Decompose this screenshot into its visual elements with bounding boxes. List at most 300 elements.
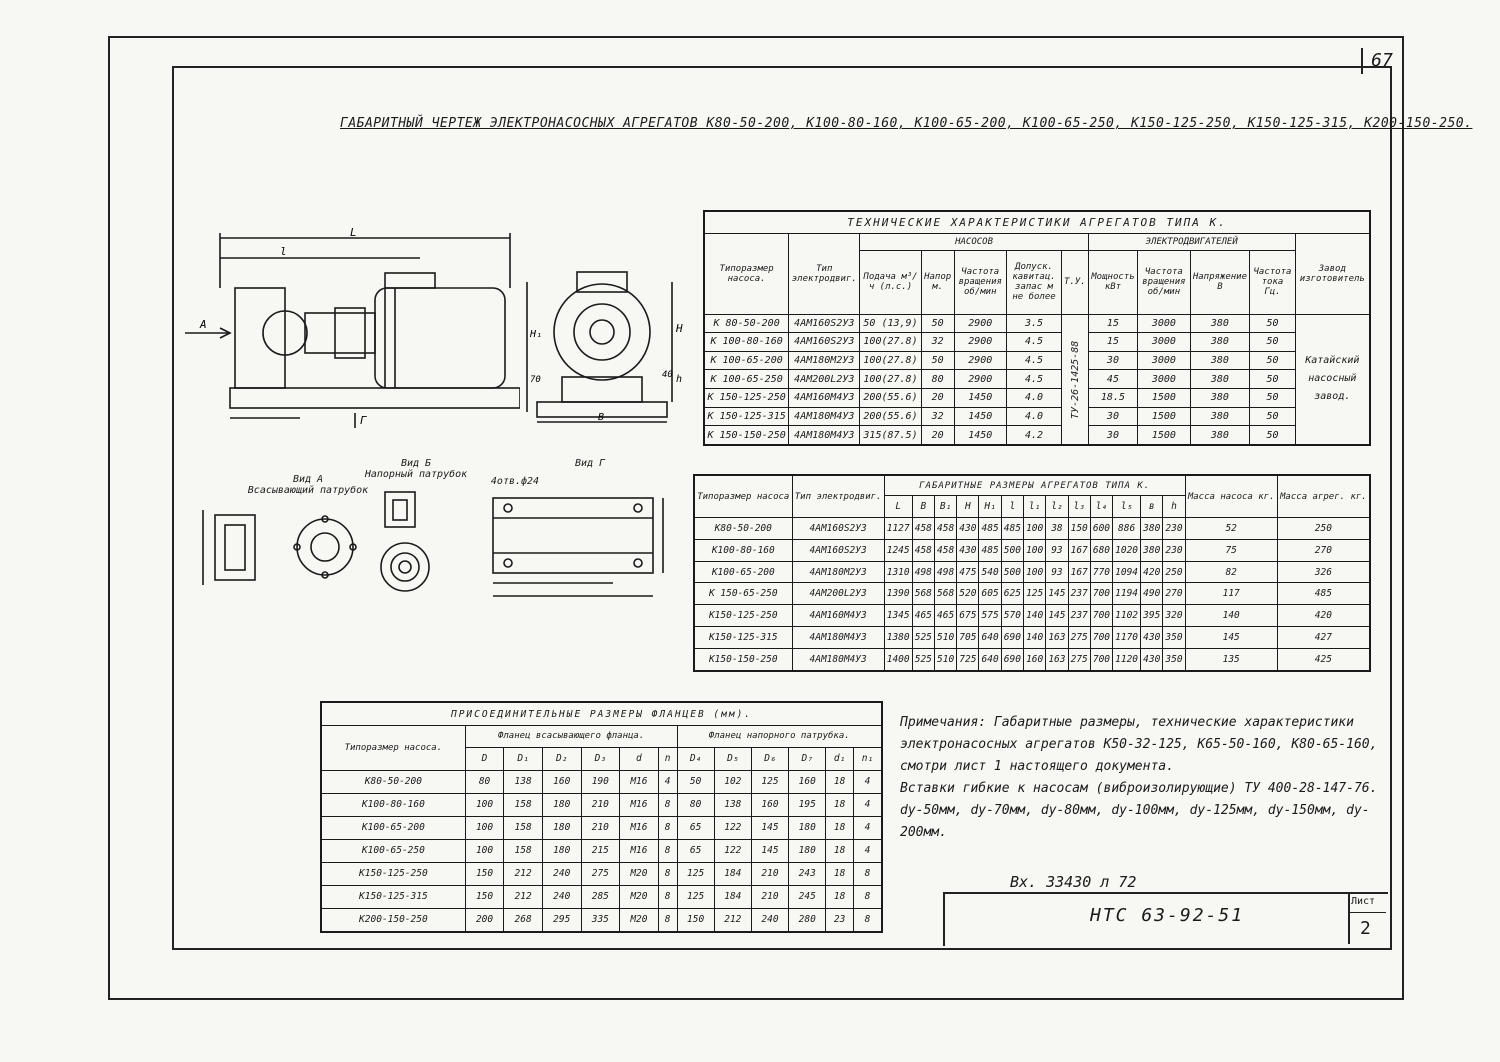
specs-header-type: Тип электродвиг.: [789, 233, 860, 314]
flanges-cell-pressure: 4: [853, 839, 882, 862]
flanges-caption: ПРИСОЕДИНИТЕЛЬНЫЕ РАЗМЕРЫ ФЛАНЦЕВ (мм).: [321, 702, 882, 726]
dims-cell-value: 1390: [884, 583, 912, 605]
flanges-cell-suction: 138: [504, 770, 543, 793]
dims-header-size: Типоразмер насоса: [694, 475, 792, 518]
dims-cell-value: 430: [957, 539, 979, 561]
flanges-suction-column-header: D₃: [581, 747, 620, 770]
flanges-cell-pressure: 125: [677, 885, 714, 908]
dims-cell-value: 237: [1068, 605, 1090, 627]
dims-cell-value: 230: [1163, 518, 1185, 540]
specs-cell-size: К 100-65-200: [704, 351, 789, 370]
dims-cell-value: 100: [1024, 561, 1046, 583]
specs-cell-voltage: 380: [1190, 370, 1250, 389]
dims-cell-mass-pump: 75: [1185, 539, 1277, 561]
specs-header-head: Напор м.: [921, 251, 954, 315]
specs-cell-freq: 50: [1250, 388, 1295, 407]
dims-cell-mass-unit: 425: [1277, 648, 1370, 671]
dims-cell-value: 380: [1141, 518, 1163, 540]
flanges-cell-suction: 158: [504, 816, 543, 839]
specs-cell-size: К 150-125-250: [704, 388, 789, 407]
specs-cell-size: К 100-80-160: [704, 333, 789, 352]
flanges-cell-pressure: 23: [826, 908, 854, 932]
dims-cell-size: К100-80-160: [694, 539, 792, 561]
specs-cell-power: 15: [1088, 314, 1137, 333]
dims-cell-mass-unit: 270: [1277, 539, 1370, 561]
table-row: [704, 388, 1370, 407]
flanges-cell-pressure: 18: [826, 793, 854, 816]
specs-header-motors: ЭЛЕКТРОДВИГАТЕЛЕЙ: [1088, 233, 1295, 250]
dim-L-label: L: [350, 228, 357, 239]
flanges-cell-pressure: 145: [751, 816, 788, 839]
flanges-cell-pressure: 50: [677, 770, 714, 793]
specs-header-tu: Т.У.: [1062, 251, 1089, 315]
specs-cell-type: 4АМ180М2У3: [789, 351, 860, 370]
dims-cell-value: 100: [1024, 539, 1046, 561]
flanges-cell-pressure: 4: [853, 770, 882, 793]
dims-cell-value: 705: [957, 626, 979, 648]
dims-cell-type: 4АМ180М4У3: [792, 648, 884, 671]
flanges-cell-pressure: 138: [714, 793, 751, 816]
flanges-cell-suction: М20: [620, 862, 659, 885]
dims-cell-mass-pump: 140: [1185, 605, 1277, 627]
flanges-cell-suction: 212: [504, 885, 543, 908]
dim-H1-label: H₁: [530, 329, 543, 340]
view-a-drawing: [195, 505, 365, 590]
flanges-cell-pressure: 150: [677, 908, 714, 932]
specs-cell-npsh: 4.5: [1006, 333, 1061, 352]
flanges-cell-size: К100-65-250: [321, 839, 465, 862]
dims-cell-value: 640: [979, 648, 1001, 671]
flanges-cell-pressure: 184: [714, 862, 751, 885]
flanges-cell-suction: 150: [465, 885, 504, 908]
specs-cell-flow: 200(55.6): [860, 388, 921, 407]
dims-cell-type: 4АМ180М2У3: [792, 561, 884, 583]
flanges-cell-size: К100-65-200: [321, 816, 465, 839]
specs-cell-head: 32: [921, 333, 954, 352]
view-a-title: Вид А: [292, 474, 324, 485]
specs-cell-type: 4АМ180М4У3: [789, 426, 860, 445]
dims-cell-value: 540: [979, 561, 1001, 583]
specs-header-mspeed: Частота вращения об/мин: [1138, 251, 1190, 315]
flanges-cell-suction: 180: [542, 816, 581, 839]
page-number: 67: [1361, 48, 1401, 74]
specs-cell-size: К 150-125-315: [704, 407, 789, 426]
view-g-title: Вид Г: [574, 458, 606, 469]
specs-cell-power: 18.5: [1088, 388, 1137, 407]
dims-cell-value: 93: [1046, 561, 1068, 583]
dims-cell-value: 140: [1024, 605, 1046, 627]
flanges-cell-suction: 190: [581, 770, 620, 793]
dims-cell-value: 1120: [1113, 648, 1141, 671]
flanges-cell-pressure: 8: [853, 908, 882, 932]
dims-cell-value: 500: [1001, 561, 1023, 583]
flanges-cell-suction: 285: [581, 885, 620, 908]
dims-cell-mass-pump: 82: [1185, 561, 1277, 583]
flanges-cell-suction: 80: [465, 770, 504, 793]
flanges-pressure-column-header: D₇: [789, 747, 826, 770]
specs-cell-speed: 2900: [954, 314, 1006, 333]
dims-cell-mass-unit: 420: [1277, 605, 1370, 627]
flanges-cell-pressure: 18: [826, 770, 854, 793]
table-row: [704, 407, 1370, 426]
dims-column-header: l₁: [1024, 496, 1046, 518]
table-row: [694, 626, 1370, 648]
flanges-cell-suction: 8: [658, 885, 677, 908]
dims-cell-value: 640: [979, 626, 1001, 648]
dims-cell-value: 458: [934, 539, 956, 561]
specs-cell-size: К 100-65-250: [704, 370, 789, 389]
dims-header-mass-pump: Масса насоса кг.: [1185, 475, 1277, 518]
dim-70-label: 70: [530, 375, 541, 385]
flanges-cell-pressure: 160: [789, 770, 826, 793]
flanges-cell-pressure: 122: [714, 839, 751, 862]
dims-cell-value: 1245: [884, 539, 912, 561]
dims-cell-type: 4АМ200L2У3: [792, 583, 884, 605]
dims-cell-value: 485: [1001, 518, 1023, 540]
dims-cell-value: 465: [934, 605, 956, 627]
dims-cell-value: 458: [912, 539, 934, 561]
dims-cell-mass-unit: 326: [1277, 561, 1370, 583]
flanges-cell-size: К150-125-315: [321, 885, 465, 908]
flanges-cell-suction: М16: [620, 839, 659, 862]
specs-cell-type: 4АМ200L2У3: [789, 370, 860, 389]
dims-cell-mass-unit: 485: [1277, 583, 1370, 605]
dims-cell-value: 163: [1046, 626, 1068, 648]
flanges-cell-size: К100-80-160: [321, 793, 465, 816]
dims-cell-value: 700: [1090, 605, 1112, 627]
dims-cell-value: 420: [1141, 561, 1163, 583]
specs-cell-speed: 2900: [954, 370, 1006, 389]
dims-cell-value: 498: [934, 561, 956, 583]
specs-cell-freq: 50: [1250, 370, 1295, 389]
flanges-cell-suction: 180: [542, 793, 581, 816]
flanges-pressure-column-header: d₁: [826, 747, 854, 770]
flanges-cell-suction: 240: [542, 885, 581, 908]
specs-cell-flow: 50 (13,9): [860, 314, 921, 333]
dims-cell-type: 4АМ180М4У3: [792, 626, 884, 648]
flanges-cell-pressure: 245: [789, 885, 826, 908]
specs-cell-npsh: 4.2: [1006, 426, 1061, 445]
flanges-suction-column-header: d: [620, 747, 659, 770]
flanges-body: [321, 770, 882, 932]
dims-cell-value: 275: [1068, 648, 1090, 671]
flanges-cell-pressure: 18: [826, 816, 854, 839]
specs-header-factory: Завод изготовитель: [1295, 233, 1370, 314]
table-row: [694, 583, 1370, 605]
dims-cell-value: 1310: [884, 561, 912, 583]
flanges-header-size: Типоразмер насоса.: [321, 726, 465, 770]
front-view-drawing: [522, 262, 692, 427]
flanges-cell-suction: 200: [465, 908, 504, 932]
note-inserts: Вставки гибкие к насосам (виброизолирующие) ТУ 400-28-147-76. dy-50мм, dy-70мм, dy-80мм, dy-100мм, dy-125мм, dy-150мм, dy-200мм.: [900, 781, 1378, 840]
dims-cell-value: 1345: [884, 605, 912, 627]
table-row: [321, 793, 882, 816]
view-g-label: [560, 458, 620, 469]
flanges-cell-suction: 160: [542, 770, 581, 793]
flanges-cell-suction: М20: [620, 885, 659, 908]
table-row: [694, 539, 1370, 561]
flanges-cell-size: К150-125-250: [321, 862, 465, 885]
dims-cell-value: 600: [1090, 518, 1112, 540]
dims-cell-value: 475: [957, 561, 979, 583]
sheet-label: Лист: [1351, 896, 1376, 907]
flanges-cell-pressure: 180: [789, 816, 826, 839]
specs-cell-freq: 50: [1250, 351, 1295, 370]
flanges-cell-pressure: 180: [789, 839, 826, 862]
dims-cell-value: 700: [1090, 648, 1112, 671]
dims-cell-value: 320: [1163, 605, 1185, 627]
note-dimensions: Примечания: Габаритные размеры, технические характеристики электронасосных агрегатов К50-32-125, К65-50-160, К80-65-160, смотри лист 1 настоящего документа.: [900, 715, 1378, 774]
flanges-cell-suction: 8: [658, 862, 677, 885]
flanges-cell-suction: 158: [504, 793, 543, 816]
dim-40-label: 40: [662, 370, 673, 380]
specs-cell-voltage: 380: [1190, 314, 1250, 333]
flanges-cell-pressure: 184: [714, 885, 751, 908]
dims-cell-value: 350: [1163, 648, 1185, 671]
drawing-title: ГАБАРИТНЫЙ ЧЕРТЕЖ ЭЛЕКТРОНАСОСНЫХ АГРЕГАТОВ К80-50-200, К100-80-160, К100-65-200, К100-65-250, К150-125-250, К150-125-315, К200-150-250.: [340, 116, 1473, 131]
flanges-cell-suction: 215: [581, 839, 620, 862]
dims-column-header: l: [1001, 496, 1023, 518]
dims-cell-value: 725: [957, 648, 979, 671]
flanges-cell-pressure: 195: [789, 793, 826, 816]
view-b-title: Вид Б: [400, 458, 432, 469]
specs-header-size: Типоразмер насоса.: [704, 233, 789, 314]
specs-header-flow: Подача м³/ч (л.с.): [860, 251, 921, 315]
table-row: [694, 518, 1370, 540]
table-row: [321, 862, 882, 885]
view-b-subtitle: Напорный патрубок: [364, 469, 468, 480]
specs-cell-speed: 1450: [954, 407, 1006, 426]
dims-cell-size: К150-125-250: [694, 605, 792, 627]
flanges-cell-suction: 275: [581, 862, 620, 885]
dims-cell-value: 575: [979, 605, 1001, 627]
specs-cell-head: 50: [921, 351, 954, 370]
dims-column-header: h: [1163, 496, 1185, 518]
specs-cell-npsh: 4.5: [1006, 370, 1061, 389]
dims-cell-value: 690: [1001, 648, 1023, 671]
arrow-g-label: Г: [360, 414, 367, 427]
specs-header-pumps: НАСОСОВ: [860, 233, 1088, 250]
specs-cell-mspeed: 1500: [1138, 426, 1190, 445]
flanges-cell-suction: 100: [465, 816, 504, 839]
dims-cell-value: 510: [934, 626, 956, 648]
table-row: [704, 333, 1370, 352]
flanges-cell-suction: М16: [620, 793, 659, 816]
flanges-cell-pressure: 102: [714, 770, 751, 793]
specs-cell-flow: 100(27.8): [860, 333, 921, 352]
flanges-cell-pressure: 240: [751, 908, 788, 932]
specs-cell-voltage: 380: [1190, 388, 1250, 407]
table-row: [321, 816, 882, 839]
specs-cell-npsh: 4.0: [1006, 388, 1061, 407]
specs-cell-flow: 100(27.8): [860, 351, 921, 370]
dim-l-label: l: [280, 245, 287, 258]
dims-cell-value: 125: [1024, 583, 1046, 605]
dims-column-header: B₁: [934, 496, 956, 518]
table-row: [321, 908, 882, 932]
dims-column-header: в: [1141, 496, 1163, 518]
dims-cell-value: 430: [957, 518, 979, 540]
flanges-cell-suction: 240: [542, 862, 581, 885]
dims-cell-value: 525: [912, 626, 934, 648]
flanges-cell-suction: 8: [658, 908, 677, 932]
specs-cell-mspeed: 3000: [1138, 333, 1190, 352]
specs-cell-power: 45: [1088, 370, 1137, 389]
specs-cell-size: К 80-50-200: [704, 314, 789, 333]
specs-cell-mspeed: 3000: [1138, 351, 1190, 370]
flanges-header-suction: Фланец всасывающего фланца.: [465, 726, 677, 747]
flanges-cell-pressure: 4: [853, 816, 882, 839]
flanges-cell-pressure: 18: [826, 862, 854, 885]
specs-cell-mspeed: 1500: [1138, 407, 1190, 426]
dims-cell-value: 700: [1090, 626, 1112, 648]
dims-cell-value: 1170: [1113, 626, 1141, 648]
flanges-cell-size: К80-50-200: [321, 770, 465, 793]
holes-note: 4отв.ф24: [490, 476, 540, 487]
specs-cell-mspeed: 3000: [1138, 370, 1190, 389]
dims-cell-mass-pump: 52: [1185, 518, 1277, 540]
dims-cell-value: 485: [979, 518, 1001, 540]
dims-cell-value: 690: [1001, 626, 1023, 648]
dims-cell-value: 395: [1141, 605, 1163, 627]
specs-cell-type: 4АМ180М4У3: [789, 407, 860, 426]
flanges-cell-pressure: 122: [714, 816, 751, 839]
arrow-a-label: А: [200, 318, 207, 331]
dims-cell-value: 675: [957, 605, 979, 627]
dims-cell-value: 680: [1090, 539, 1112, 561]
flanges-cell-pressure: 210: [751, 885, 788, 908]
flanges-cell-suction: 4: [658, 770, 677, 793]
dims-cell-value: 100: [1024, 518, 1046, 540]
dims-cell-value: 163: [1046, 648, 1068, 671]
specs-cell-power: 30: [1088, 407, 1137, 426]
specs-cell-power: 15: [1088, 333, 1137, 352]
dims-cell-value: 568: [912, 583, 934, 605]
dims-cell-value: 1127: [884, 518, 912, 540]
dims-cell-value: 430: [1141, 626, 1163, 648]
flanges-cell-suction: 335: [581, 908, 620, 932]
view-b-label: [356, 458, 476, 480]
specs-cell-speed: 1450: [954, 426, 1006, 445]
dims-cell-value: 150: [1068, 518, 1090, 540]
dims-cell-mass-unit: 427: [1277, 626, 1370, 648]
flanges-cell-suction: 268: [504, 908, 543, 932]
table-row: [321, 770, 882, 793]
specs-cell-voltage: 380: [1190, 351, 1250, 370]
dims-cell-value: 465: [912, 605, 934, 627]
specs-factory-value: Катайский насосный завод.: [1295, 314, 1370, 445]
dims-cell-size: К150-150-250: [694, 648, 792, 671]
dims-cell-mass-pump: 117: [1185, 583, 1277, 605]
flanges-cell-pressure: 65: [677, 839, 714, 862]
specs-cell-flow: 100(27.8): [860, 370, 921, 389]
flanges-cell-pressure: 212: [714, 908, 751, 932]
flanges-cell-suction: 100: [465, 839, 504, 862]
dims-cell-value: 167: [1068, 539, 1090, 561]
dims-cell-value: 510: [934, 648, 956, 671]
dims-body: [694, 518, 1370, 671]
specs-caption: ТЕХНИЧЕСКИЕ ХАРАКТЕРИСТИКИ АГРЕГАТОВ ТИПА К.: [704, 211, 1370, 233]
specs-header-voltage: Напряжение В: [1190, 251, 1250, 315]
dims-cell-mass-pump: 145: [1185, 626, 1277, 648]
specs-cell-freq: 50: [1250, 426, 1295, 445]
specs-cell-head: 50: [921, 314, 954, 333]
specs-cell-speed: 1450: [954, 388, 1006, 407]
flanges-cell-pressure: 125: [751, 770, 788, 793]
table-row: [704, 370, 1370, 389]
specs-cell-npsh: 4.5: [1006, 351, 1061, 370]
view-g-drawing: [478, 478, 673, 606]
specs-header-speed: Частота вращения об/мин: [954, 251, 1006, 315]
dims-cell-value: 700: [1090, 583, 1112, 605]
specs-table: [703, 210, 1371, 446]
flanges-cell-suction: 210: [581, 816, 620, 839]
dims-table: [693, 474, 1371, 672]
dims-column-header: l₄: [1090, 496, 1112, 518]
dims-cell-value: 145: [1046, 583, 1068, 605]
table-row: [321, 885, 882, 908]
dims-cell-value: 38: [1046, 518, 1068, 540]
specs-cell-voltage: 380: [1190, 333, 1250, 352]
specs-cell-speed: 2900: [954, 351, 1006, 370]
dims-header-type: Тип электродвиг.: [792, 475, 884, 518]
specs-cell-type: 4АМ160S2У3: [789, 314, 860, 333]
table-row: [704, 351, 1370, 370]
dims-column-header: l₅: [1113, 496, 1141, 518]
dims-column-header: B: [912, 496, 934, 518]
flanges-cell-pressure: 18: [826, 885, 854, 908]
specs-cell-speed: 2900: [954, 333, 1006, 352]
table-row: [704, 426, 1370, 445]
dims-cell-size: К100-65-200: [694, 561, 792, 583]
flanges-cell-pressure: 80: [677, 793, 714, 816]
flanges-cell-suction: 150: [465, 862, 504, 885]
flanges-suction-column-header: D₁: [504, 747, 543, 770]
flanges-cell-pressure: 280: [789, 908, 826, 932]
dims-column-header: l₃: [1068, 496, 1090, 518]
dims-cell-type: 4АМ160М4У3: [792, 605, 884, 627]
flanges-cell-pressure: 145: [751, 839, 788, 862]
side-view-drawing: [180, 228, 520, 428]
flanges-cell-pressure: 210: [751, 862, 788, 885]
dims-cell-type: 4АМ160S2У3: [792, 539, 884, 561]
specs-tu-value: ТУ-26-1425-88: [1062, 314, 1089, 445]
flanges-cell-suction: 180: [542, 839, 581, 862]
dims-cell-value: 250: [1163, 561, 1185, 583]
dim-B-label: B: [598, 412, 605, 423]
specs-cell-flow: 200(55.6): [860, 407, 921, 426]
specs-cell-power: 30: [1088, 351, 1137, 370]
dims-column-header: H: [957, 496, 979, 518]
document-code: НТС 63-92-51: [1090, 905, 1245, 926]
dims-cell-value: 1194: [1113, 583, 1141, 605]
flanges-cell-suction: 8: [658, 793, 677, 816]
dims-cell-value: 1020: [1113, 539, 1141, 561]
specs-cell-power: 30: [1088, 426, 1137, 445]
dim-h-label: h: [676, 374, 683, 385]
flanges-table: [320, 701, 883, 933]
dims-cell-value: 1400: [884, 648, 912, 671]
flanges-cell-suction: 100: [465, 793, 504, 816]
dims-cell-size: К 150-65-250: [694, 583, 792, 605]
flanges-suction-column-header: n: [658, 747, 677, 770]
dims-cell-value: 430: [1141, 648, 1163, 671]
dims-column-header: l₂: [1046, 496, 1068, 518]
sheet-number: 2: [1360, 918, 1371, 939]
sheet-box-divider: [1348, 912, 1386, 913]
dims-cell-value: 140: [1024, 626, 1046, 648]
dims-cell-value: 1380: [884, 626, 912, 648]
